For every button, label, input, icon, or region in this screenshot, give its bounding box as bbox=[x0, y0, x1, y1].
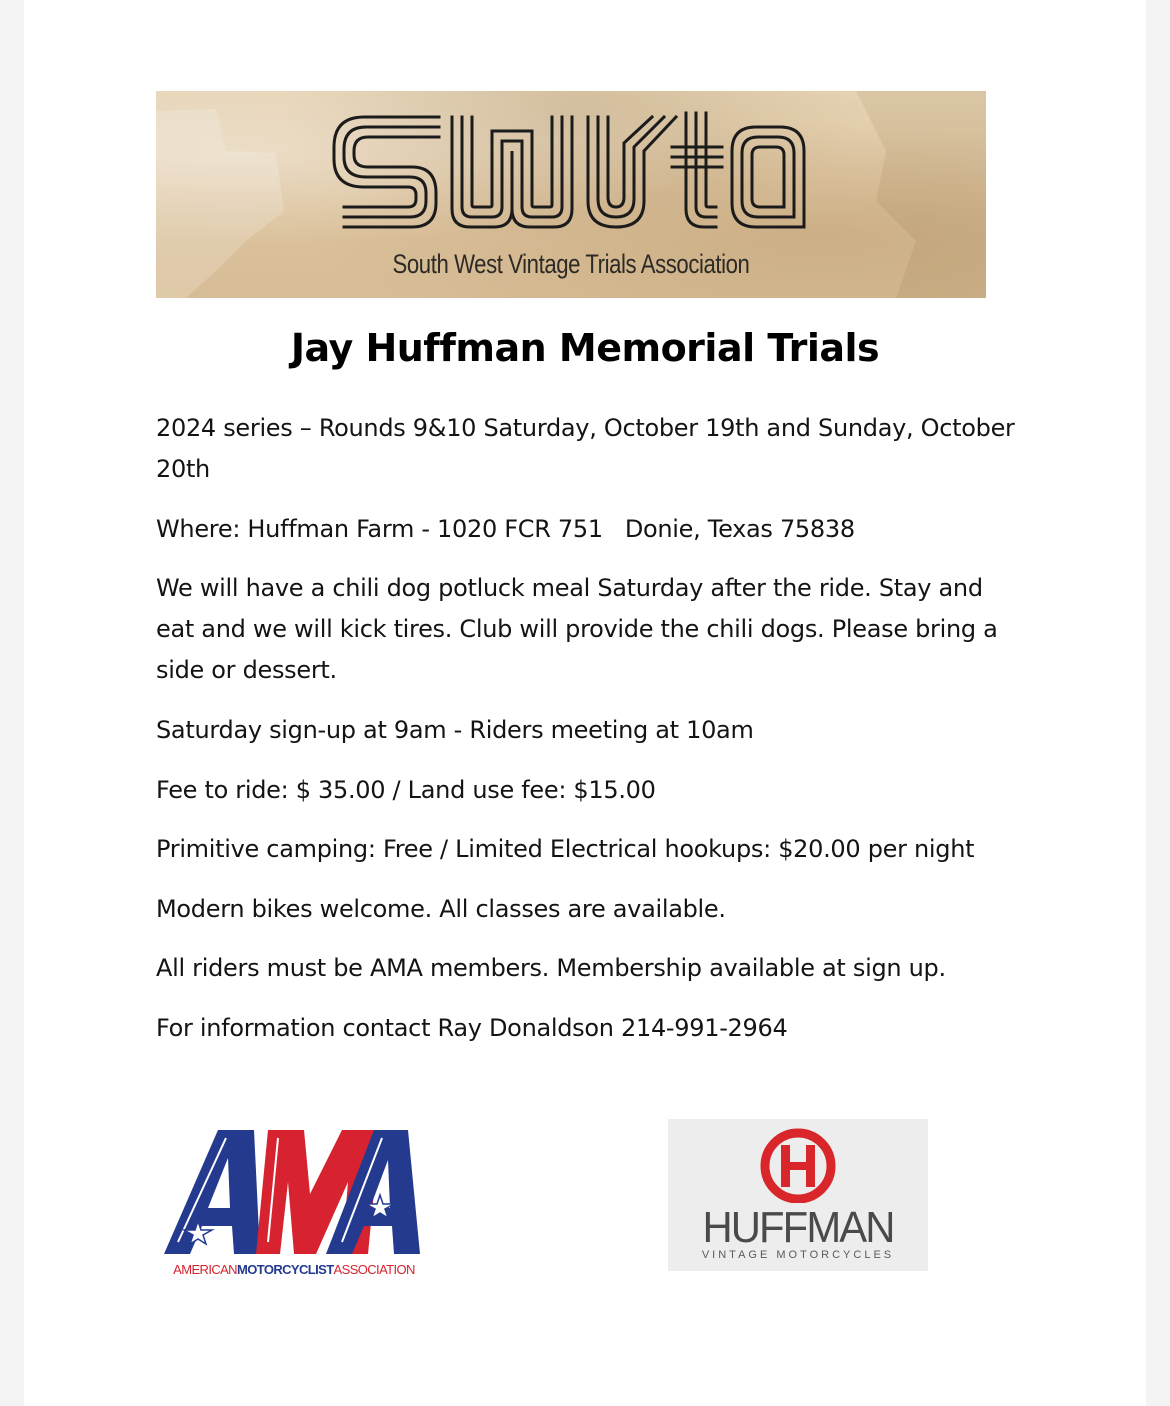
huffman-subtitle: VINTAGE MOTORCYCLES bbox=[701, 1249, 895, 1261]
ama-logo bbox=[160, 1122, 428, 1282]
ama-caption bbox=[160, 1262, 428, 1277]
series-text: 2024 series – Rounds 9&10 Saturday, October 19th and Sunday, October 20th bbox=[156, 414, 1015, 483]
contact-text: For information contact Ray Donaldson 214-991-2964 bbox=[156, 1014, 788, 1042]
ama-caption-american: AMERICAN bbox=[173, 1262, 237, 1277]
camping-text: Primitive camping: Free / Limited Electrical hookups: $20.00 per night bbox=[156, 835, 975, 863]
ama-letters-graphic bbox=[160, 1122, 428, 1262]
swvta-banner bbox=[156, 91, 986, 298]
ama-caption-motorcyclist: MOTORCYCLIST bbox=[236, 1262, 334, 1277]
banner-subtitle: South West Vintage Trials Association bbox=[392, 249, 750, 279]
huffman-monogram-icon bbox=[668, 1119, 928, 1203]
flyer-page bbox=[24, 0, 1146, 1406]
huffman-wordmark: HUFFMAN bbox=[702, 1203, 894, 1252]
ama-caption-association: ASSOCIATION bbox=[333, 1262, 415, 1277]
huffman-logo bbox=[668, 1119, 928, 1271]
location-text: Where: Huffman Farm - 1020 FCR 751 Donie, Texas 75838 bbox=[156, 515, 855, 543]
page-title: Jay Huffman Memorial Trials bbox=[290, 326, 880, 370]
signup-text: Saturday sign-up at 9am - Riders meeting at 10am bbox=[156, 716, 754, 744]
bikes-text: Modern bikes welcome. All classes are available. bbox=[156, 895, 726, 923]
ama-requirement-text: All riders must be AMA members. Membership available at sign up. bbox=[156, 954, 946, 982]
meal-text: We will have a chili dog potluck meal Saturday after the ride. Stay and eat and we will kick tires. Club will provide the chili dogs. Please bring a side or dessert. bbox=[156, 574, 998, 684]
fee-text: Fee to ride: $ 35.00 / Land use fee: $15.00 bbox=[156, 776, 656, 804]
